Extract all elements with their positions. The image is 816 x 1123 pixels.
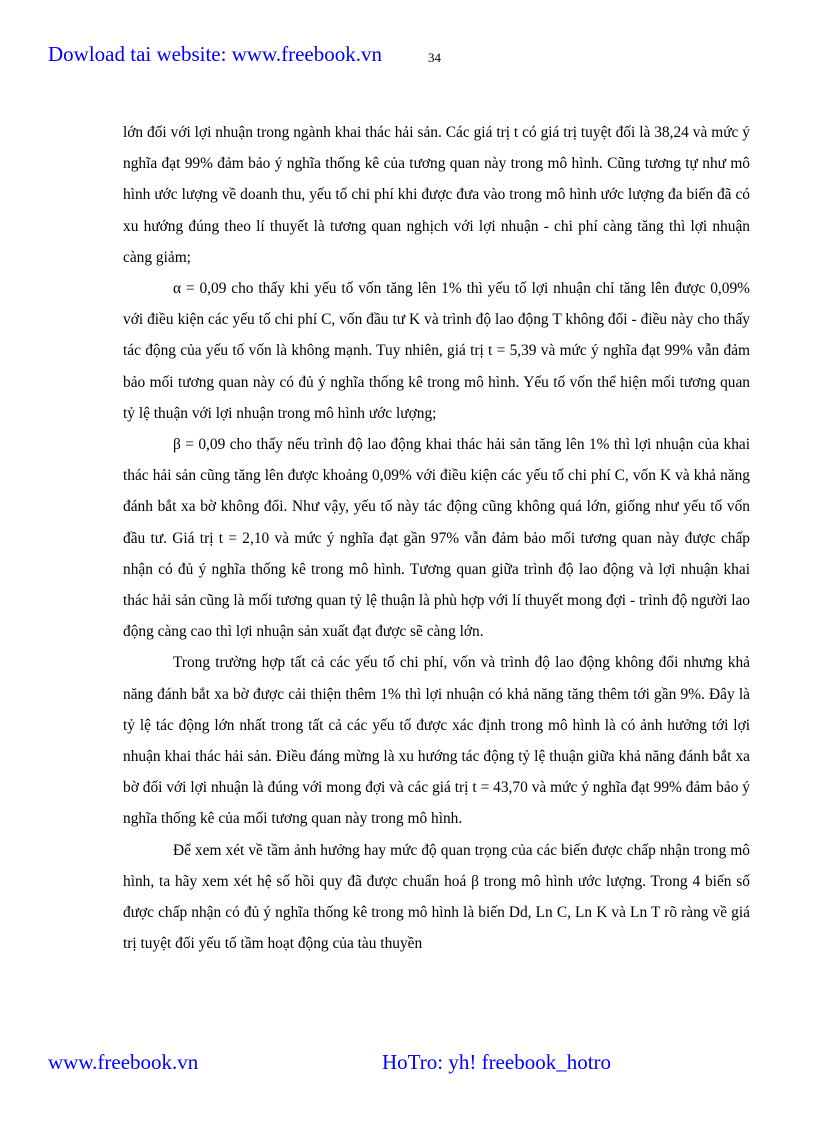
footer-website-link[interactable]: www.freebook.vn <box>48 1050 199 1074</box>
main-text <box>123 117 750 959</box>
paragraph-standardized-coefficients: Để xem xét về tầm ảnh hưởng hay mức độ quan trọng của các biến được chấp nhận trong mô hình, ta hãy xem xét hệ số hồi quy đã được chuẩn hoá β trong mô hình ước lượng. Trong 4 biến số được chấp nhận có đủ ý nghĩa thống kê trong mô hình là biến Dd, Ln C, Ln K và Ln T rõ ràng về giá trị tuyệt đối yếu tố tầm hoạt động của tàu thuyền <box>123 841 750 953</box>
page-number: 34 <box>428 50 441 65</box>
header-download-link[interactable]: Dowload tai website: www.freebook.vn <box>48 42 382 66</box>
paragraph-alpha-capital: α = 0,09 cho thấy khi yếu tố vốn tăng lên 1% thì yếu tố lợi nhuận chỉ tăng lên được 0,09% với điều kiện các yếu tố chi phí C, vốn đầu tư K và trình độ lao động T không đổi - điều này cho thấy tác động của yếu tố vốn là không mạnh. Tuy nhiên, giá trị t = 5,39 và mức ý nghĩa đạt 99% vẫn đảm bảo mối tương quan này có đủ ý nghĩa thống kê trong mô hình. Yếu tố vốn thể hiện mối tương quan tỷ lệ thuận với lợi nhuận trong mô hình ước lượng; <box>123 280 750 422</box>
footer-support-text: HoTro: yh! freebook_hotro <box>382 1050 612 1074</box>
paragraph-offshore-fishing: Trong trường hợp tất cả các yếu tố chi phí, vốn và trình độ lao động không đổi nhưng khả năng đánh bắt xa bờ được cải thiện thêm 1% thì lợi nhuận có khả năng tăng thêm tới gần 9%. Đây là tỷ lệ tác động lớn nhất trong tất cả các yếu tố được xác định trong mô hình là có ảnh hưởng tới lợi nhuận khai thác hải sản. Điều đáng mừng là xu hướng tác động tỷ lệ thuận giữa khả năng đánh bắt xa bờ đối với lợi nhuận là đúng với mong đợi và các giá trị t = 43,70 và mức ý nghĩa đạt 99% đảm bảo ý nghĩa thống kê của mối tương quan này trong mô hình. <box>123 654 750 828</box>
paragraph-profit-cost: lớn đối với lợi nhuận trong ngành khai thác hải sản. Các giá trị t có giá trị tuyệt đối là 38,24 và mức ý nghĩa đạt 99% đảm bảo ý nghĩa thống kê của tương quan này trong mô hình. Cũng tương tự như mô hình ước lượng về doanh thu, yếu tố chi phí khi được đưa vào trong mô hình ước lượng đa biến đã có xu hướng đúng theo lí thuyết là tương quan nghịch với lợi nhuận - chi phí càng tăng thì lợi nhuận càng giảm; <box>123 124 750 266</box>
paragraph-beta-labor: β = 0,09 cho thấy nếu trình độ lao động khai thác hải sản tăng lên 1% thì lợi nhuận của khai thác hải sản cũng tăng lên được khoảng 0,09% với điều kiện các yếu tố chi phí C, vốn K và khả năng đánh bắt xa bờ không đổi. Như vậy, yếu tố này tác động cũng không quá lớn, giống như yếu tố vốn đầu tư. Giá trị t = 2,10 và mức ý nghĩa đạt gần 97% vẫn đảm bảo mối tương quan này được chấp nhận có đủ ý nghĩa thống kê trong mô hình. Tương quan giữa trình độ lao động và lợi nhuận khai thác hải sản cũng là mối tương quan tỷ lệ thuận là phù hợp với lí thuyết mong đợi - trình độ người lao động càng cao thì lợi nhuận sản xuất đạt được sẽ càng lớn. <box>123 436 750 641</box>
